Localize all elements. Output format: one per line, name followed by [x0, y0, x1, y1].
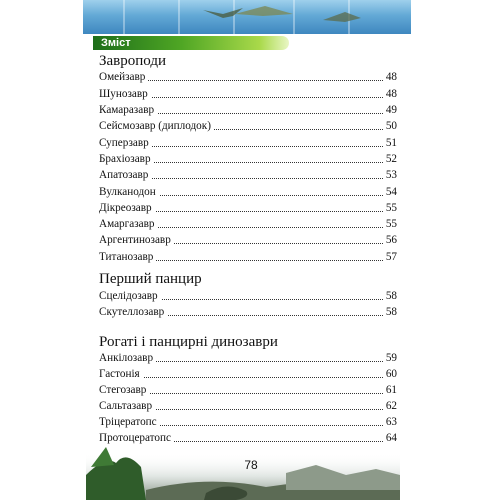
section-title-horned-armored: Рогаті і панцирні динозаври	[99, 334, 278, 350]
entry-page: 54	[383, 186, 397, 199]
entry-page: 58	[383, 290, 397, 303]
section-title-sauropods: Завроподи	[99, 53, 167, 69]
entry-name: Вулканодон	[99, 186, 159, 199]
entry-page: 48	[383, 71, 397, 84]
entry-name: Амаргазавр	[99, 218, 157, 231]
entry-page: 49	[383, 104, 397, 117]
entry-name: Титанозавр	[99, 251, 156, 264]
contents-header-bar	[93, 36, 289, 50]
entry-name: Суперзавр	[99, 137, 152, 150]
toc-entry[interactable]	[99, 104, 397, 117]
entry-page: 48	[383, 88, 397, 101]
toc-entry[interactable]	[99, 432, 397, 445]
entry-page: 62	[383, 400, 397, 413]
page-number: 78	[244, 458, 258, 472]
section-title-first-armor: Перший панцир	[99, 271, 202, 287]
toc-entry[interactable]	[99, 234, 397, 247]
toc-entry[interactable]	[99, 400, 397, 413]
contents-title: Зміст	[101, 37, 131, 49]
leader-dots	[99, 377, 397, 378]
entry-name: Гастонія	[99, 368, 143, 381]
entry-page: 52	[383, 153, 397, 166]
entry-name: Аргентинозавр	[99, 234, 174, 247]
entry-page: 57	[383, 251, 397, 264]
entry-name: Тріцератопс	[99, 416, 160, 429]
entry-name: Апатозавр	[99, 169, 151, 182]
entry-page: 53	[383, 169, 397, 182]
entry-page: 55	[383, 202, 397, 215]
toc-entry[interactable]	[99, 88, 397, 101]
top-illustration-strip	[83, 0, 411, 34]
entry-page: 64	[383, 432, 397, 445]
entry-name: Протоцератопс	[99, 432, 174, 445]
toc-entry[interactable]	[99, 71, 397, 84]
entry-page: 58	[383, 306, 397, 319]
toc-entry[interactable]	[99, 290, 397, 303]
toc-entry[interactable]	[99, 137, 397, 150]
entry-name: Шунозавр	[99, 88, 151, 101]
entry-page: 55	[383, 218, 397, 231]
entry-page: 60	[383, 368, 397, 381]
toc-entry[interactable]	[99, 251, 397, 264]
entry-name: Сцелідозавр	[99, 290, 161, 303]
entry-name: Сальтазавр	[99, 400, 155, 413]
pterosaur-illustration	[83, 0, 411, 34]
entry-name: Дікреозавр	[99, 202, 155, 215]
entry-name: Анкілозавр	[99, 352, 156, 365]
entry-page: 56	[383, 234, 397, 247]
toc-entry[interactable]	[99, 153, 397, 166]
entry-name: Омейзавр	[99, 71, 148, 84]
entry-page: 51	[383, 137, 397, 150]
entry-page: 50	[383, 120, 397, 133]
toc-entry[interactable]	[99, 416, 397, 429]
toc-entry[interactable]	[99, 169, 397, 182]
toc-entry[interactable]	[99, 306, 397, 319]
bottom-landscape-illustration	[86, 445, 400, 500]
toc-entry[interactable]	[99, 218, 397, 231]
entry-page: 61	[383, 384, 397, 397]
entry-name: Стегозавр	[99, 384, 149, 397]
toc-entry[interactable]	[99, 352, 397, 365]
entry-name: Сейсмозавр (диплодок)	[99, 120, 214, 133]
toc-entry[interactable]	[99, 186, 397, 199]
entry-page: 63	[383, 416, 397, 429]
entry-name: Брахіозавр	[99, 153, 154, 166]
toc-entry[interactable]	[99, 384, 397, 397]
toc-entry[interactable]	[99, 368, 397, 381]
toc-entry[interactable]	[99, 202, 397, 215]
entry-page: 59	[383, 352, 397, 365]
toc-entry[interactable]	[99, 120, 397, 133]
entry-name: Камаразавр	[99, 104, 157, 117]
entry-name: Скутеллозавр	[99, 306, 167, 319]
